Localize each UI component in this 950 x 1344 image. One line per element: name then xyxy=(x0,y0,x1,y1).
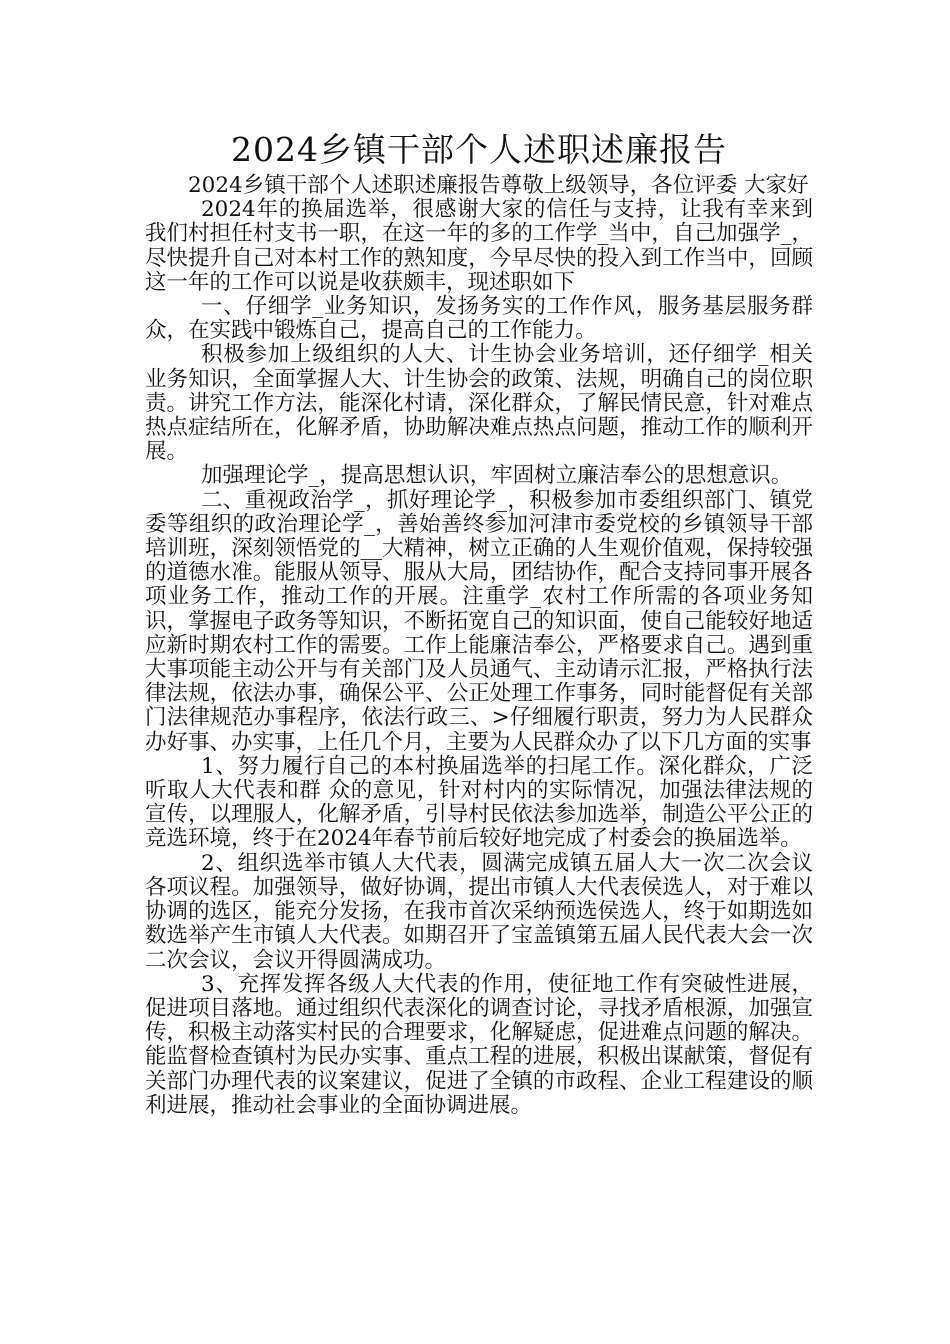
document-paragraph: 二、重视政治学_，抓好理论学_，积极参加市委组织部门、镇党委等组织的政治理论学_，善始善终参加河津市委党校的乡镇领导干部培训班，深刻领悟党的__大精神，树立正确的人生观价值观，保持较强的道德水准。能服从领导、服从大局，团结协作，配合支持同事开展各项业务工作，推动工作的开展。注重学_农村工作所需的各项业务知识，掌握电子政务等知识，不断拓宽自己的知识面，使自己能较好地适应新时期农村工作的需要。工作上能廉洁奉公，严格要求自己。遇到重大事项能主动公开与有关部门及人员通气、主动请示汇报，严格执行法律法规，依法办事，确保公平、公正处理工作事务，同时能督促有关部门法律规范办事程序，依法行政三、>仔细履行职责，努力为人民群众办好事、办实事，上任几个月，主要为人民群众办了以下几方面的实事 xyxy=(145,487,813,755)
document-paragraph: 3、充挥发挥各级人大代表的作用，使征地工作有突破性进展，促进项目落地。通过组织代表深化的调查讨论，寻找矛盾根源，加强宣传，积极主动落实村民的合理要求，化解疑虑，促进难点问题的解决。能监督检查镇村为民办实事、重点工程的进展，积极出谋献策，督促有关部门办理代表的议案建议，促进了全镇的市政程、企业工程建设的顺利进展，推动社会事业的全面协调进展。 xyxy=(145,971,813,1118)
document-paragraph: 一、仔细学_业务知识，发扬务实的工作作风，服务基层服务群众，在实践中锻炼自己，提高自己的工作能力。 xyxy=(145,294,813,344)
document-paragraph: 2024年的换届选举，很感谢大家的信任与支持，让我有幸来到我们村担任村支书一职，在这一年的多的工作学_当中，自己加强学_，尽快提升自己对本村工作的熟知度，今早尽快的投入到工作当中，回顾这一年的工作可以说是收获颇丰，现述职如下 xyxy=(145,197,813,295)
document-paragraph: 2024乡镇干部个人述职述廉报告尊敬上级领导，各位评委 大家好 xyxy=(188,173,809,198)
document-page xyxy=(145,128,813,1118)
document-title: 2024乡镇干部个人述职述廉报告 xyxy=(231,130,727,169)
document-paragraph: 积极参加上级组织的人大、计生协会业务培训，还仔细学_相关业务知识，全面掌握人大、计生协会的政策、法规，明确自己的岗位职责。讲究工作方法，能深化村请，深化群众，了解民情民意，针对难点热点症结所在，化解矛盾，协助解决难点热点问题，推动工作的顺利开展。 xyxy=(145,342,813,465)
document-paragraph: 1、努力履行自己的本村换届选举的扫尾工作。深化群众，广泛听取人大代表和群 众的意见，针对村内的实际情况，加强法律法规的宣传，以理服人，化解矛盾，引导村民依法参加选举，制造公平公正的竞选环境，终于在2024年春节前后较好地完成了村委会的换届选举。 xyxy=(145,753,813,852)
document-paragraph: 加强理论学_，提高思想认识，牢固树立廉洁奉公的思想意识。 xyxy=(201,463,793,489)
document-paragraph: 2、组织选举市镇人大代表，圆满完成镇五届人大一次二次会议各项议程。加强领导，做好协调，提出市镇人大代表侯选人，对于难以协调的选区，能充分发扬，在我市首次采纳预选侯选人，终于如期选如数选举产生市镇人大代表。如期召开了宝盖镇第五届人民代表大会一次二次会议，会议开得圆满成功。 xyxy=(145,850,813,973)
